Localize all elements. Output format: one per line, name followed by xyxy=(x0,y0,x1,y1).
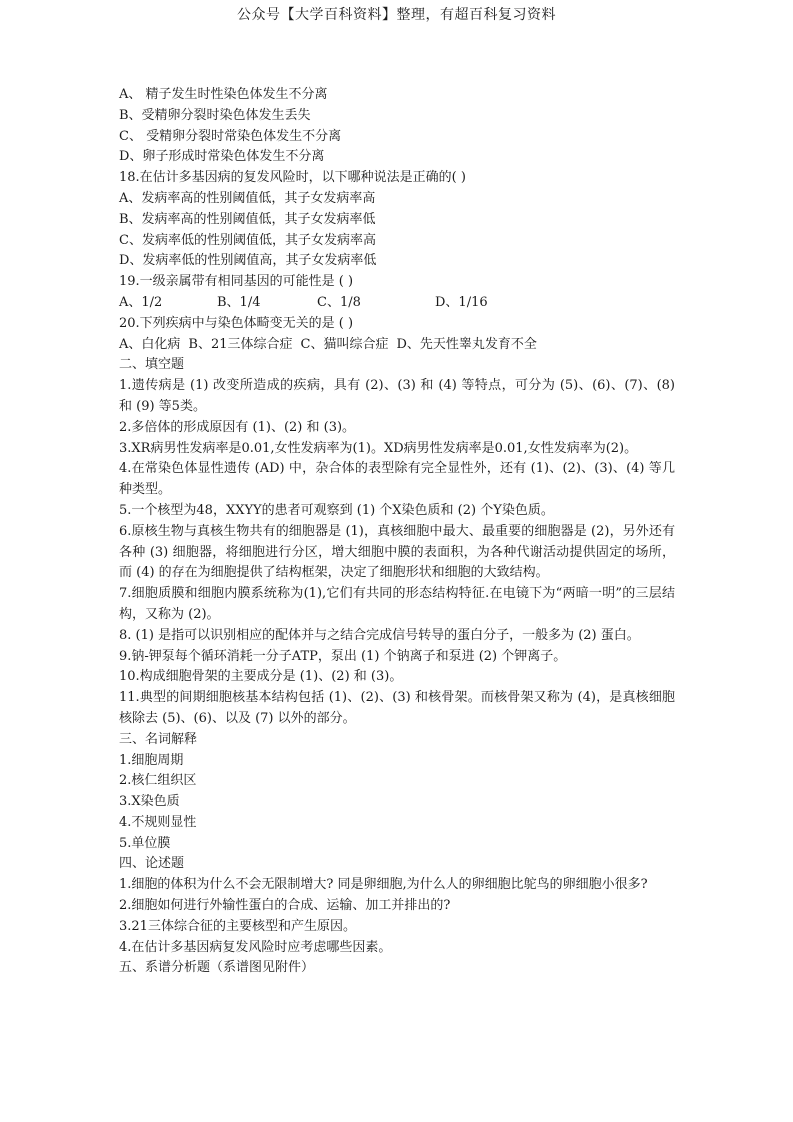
essay-item-4: 4.在估计多基因病复发风险时应考虑哪些因素。 xyxy=(119,939,392,955)
option-a: A、白化病 xyxy=(119,336,181,352)
option-d: D、先天性睾丸发育不全 xyxy=(396,336,537,352)
option-c: C、发病率低的性别阈值低，其子女发病率高 xyxy=(119,232,376,248)
option-a: A、 精子发生时性染色体发生不分离 xyxy=(119,87,328,102)
option-b: B、1/4 xyxy=(217,294,261,310)
essay-item-1: 1.细胞的体积为什么不会无限制增大? 同是卵细胞,为什么人的卵细胞比鸵鸟的卵细胞小很多? xyxy=(119,877,648,893)
option-c: C、猫叫综合症 xyxy=(300,336,389,352)
section-essay xyxy=(119,854,675,958)
page-header: 公众号【大学百科资料】整理，有超百科复习资料 xyxy=(237,7,556,23)
option-b: B、受精卵分裂时染色体发生丢失 xyxy=(119,107,311,123)
section-title: 五、系谱分析题（系谱图见附件） xyxy=(119,960,315,976)
term-item-5: 5.单位膜 xyxy=(119,835,171,851)
option-a: A、1/2 xyxy=(119,294,163,310)
option-b: B、发病率高的性别阈值低，其子女发病率低 xyxy=(119,211,376,227)
fill-item-7: 7.细胞质膜和细胞内膜系统称为(1),它们有共同的形态结构特征.在电镜下为“两暗一明”的三层结构，又称为 (2)。 xyxy=(119,586,675,622)
option-c: C、1/8 xyxy=(317,294,361,310)
fill-item-10: 10.构成细胞骨架的主要成分是 (1)、(2) 和 (3)。 xyxy=(119,669,403,685)
fill-item-2: 2.多倍体的形成原因有 (1)、(2) 和 (3)。 xyxy=(119,419,356,435)
question-stem: 20.下列疾病中与染色体畸变无关的是 ( ) xyxy=(119,315,354,331)
section-title: 二、填空题 xyxy=(119,357,185,373)
section-title: 四、论述题 xyxy=(119,856,185,872)
fill-item-3: 3.XR病男性发病率是0.01,女性发病率为(1)。XD病男性发病率是0.01,女性发病率为(2)。 xyxy=(119,440,638,456)
section-terms xyxy=(119,730,675,855)
question-stem: 18.在估计多基因病的复发风险时，以下哪种说法是正确的( ) xyxy=(119,170,466,186)
question-17-options xyxy=(119,85,675,168)
fill-item-5: 5.一个核型为48，XXYY的患者可观察到 (1) 个X染色质和 (2) 个Y染色质。 xyxy=(119,502,554,518)
section-title: 三、名词解释 xyxy=(119,731,198,747)
essay-item-2: 2.细胞如何进行外输性蛋白的合成、运输、加工并排出的? xyxy=(119,898,451,914)
options-row xyxy=(119,293,675,314)
option-b: B、21三体综合症 xyxy=(188,336,293,352)
document-body xyxy=(119,85,675,979)
question-stem: 19.一级亲属带有相同基因的可能性是 ( ) xyxy=(119,274,354,290)
term-item-1: 1.细胞周期 xyxy=(119,752,184,768)
option-d: D、卵子形成时常染色体发生不分离 xyxy=(119,149,325,165)
section-fill-in xyxy=(119,355,675,729)
option-a: A、发病率高的性别阈值低，其子女发病率高 xyxy=(119,190,376,206)
fill-item-11: 11.典型的间期细胞核基本结构包括 (1)、(2)、(3) 和核骨架。而核骨架又称为 (4)，是真核细胞核除去 (5)、(6)、以及 (7) 以外的部分。 xyxy=(119,690,675,726)
term-item-2: 2.核仁组织区 xyxy=(119,773,197,789)
question-19 xyxy=(119,272,675,314)
fill-item-4: 4.在常染色体显性遗传 (AD) 中，杂合体的表型除有完全显性外，还有 (1)、(2)、(3)、(4) 等几种类型。 xyxy=(119,461,675,498)
question-18 xyxy=(119,168,675,272)
option-d: D、发病率低的性别阈值高，其子女发病率低 xyxy=(119,253,377,269)
question-20 xyxy=(119,314,675,356)
fill-item-8: 8. (1) 是指可以识别相应的配体并与之结合完成信号转导的蛋白分子，一般多为 (2) 蛋白。 xyxy=(119,627,640,643)
term-item-3: 3.X染色质 xyxy=(119,794,180,810)
fill-item-9: 9.钠-钾泵每个循环消耗一分子ATP，泵出 (1) 个钠离子和泵进 (2) 个钾离子。 xyxy=(119,648,567,664)
section-pedigree xyxy=(119,958,675,979)
fill-item-1: 1.遗传病是 (1) 改变所造成的疾病，具有 (2)、(3) 和 (4) 等特点，可分为 (5)、(6)、(7)、(8) 和 (9) 等5类。 xyxy=(119,378,675,414)
options-row xyxy=(119,335,675,356)
fill-item-6: 6.原核生物与真核生物共有的细胞器是 (1)，真核细胞中最大、最重要的细胞器是 (2)，另外还有各种 (3) 细胞器，将细胞进行分区，增大细胞中膜的表面积，为各种代谢活动提供固定的场所，而 (4) 的存在为细胞提供了结构框架，决定了细胞形状和细胞的大致结构。 xyxy=(119,523,675,581)
essay-item-3: 3.21三体综合征的主要核型和产生原因。 xyxy=(119,918,356,934)
term-item-4: 4.不规则显性 xyxy=(119,814,197,830)
option-c: C、 受精卵分裂时常染色体发生不分离 xyxy=(119,128,342,144)
option-d: D、1/16 xyxy=(435,294,488,310)
